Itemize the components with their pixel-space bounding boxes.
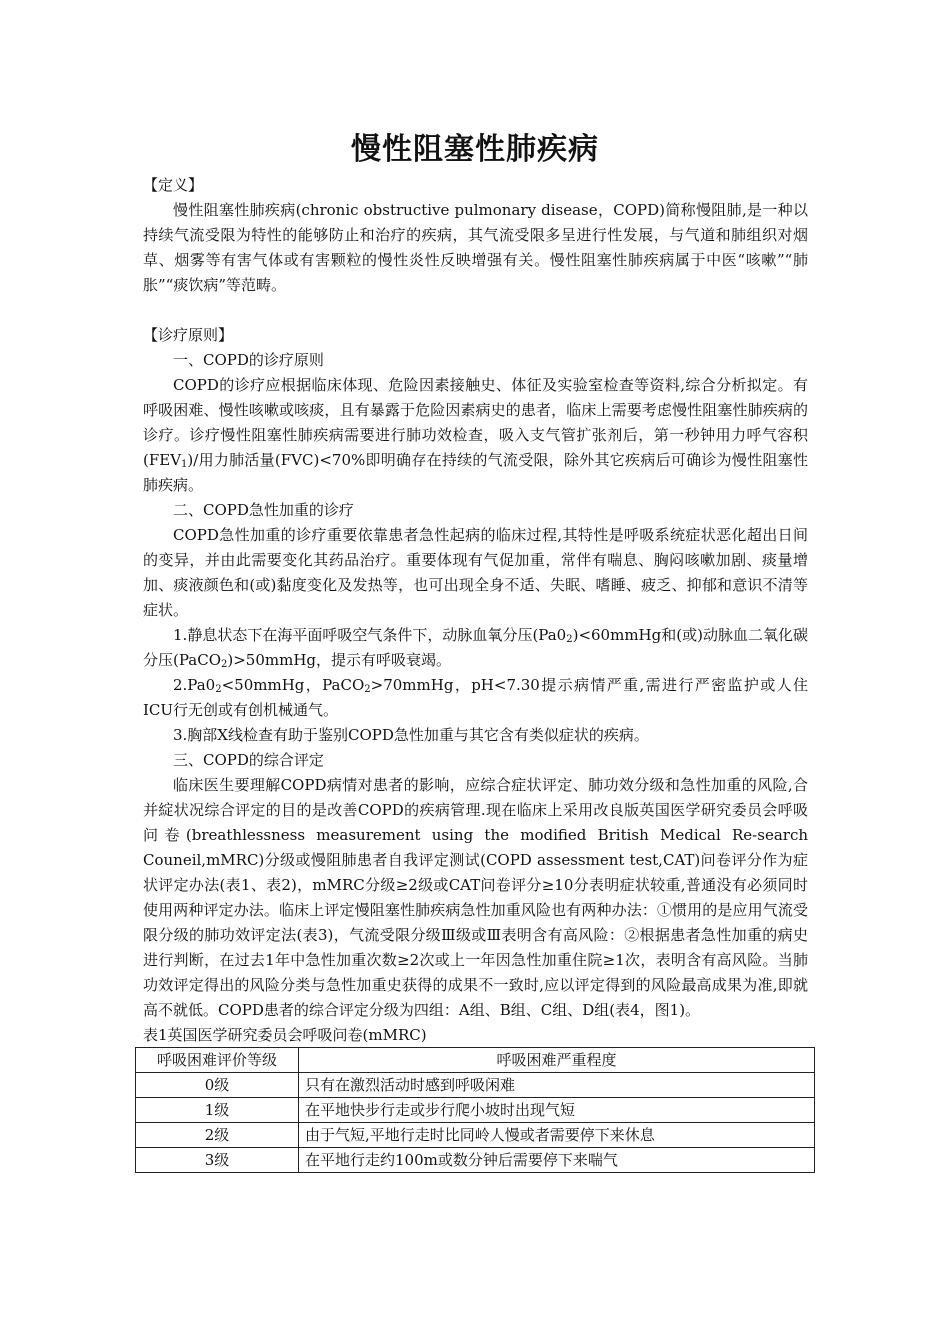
table-row: [136, 1123, 815, 1148]
subsection-1-title: 一、COPD的诊疗原则: [173, 351, 324, 369]
paragraph-gap: [143, 298, 808, 323]
subscript: 1: [181, 459, 188, 470]
table-header-row: [136, 1048, 815, 1073]
table-cell-description: 在平地快步行走或步行爬小坡时出现气短: [299, 1098, 815, 1123]
list-item-3: 3.胸部X线检查有助于鉴别COPD急性加重与其它含有类似症状的疾病。: [173, 726, 649, 744]
page-title: 慢性阻塞性肺疾病: [351, 132, 599, 167]
table-caption: 表1英国医学研究委员会呼吸问卷(mMRC): [143, 1026, 427, 1044]
table-cell-grade: 3级: [136, 1148, 299, 1173]
diagnosis-header: 【诊疗原则】: [143, 326, 234, 344]
text-run: )/用力肺活量(FVC)<70%即明确存在持续的气流受限，除外其它疾病后可确诊为慢性阻塞性肺疾病。: [143, 451, 808, 494]
subsection-3-paragraph: 临床医生要理解COPD病情对患者的影响，应综合症状评定、肺功效分级和急性加重的风险,合并綻状况综合评定的目的是改善COPD的疾病管理.现在临床上采用改良版英国医学研究委员会呼吸问卷(breathlessness measurement using the modified British Medical Re-search Couneil,mMRC)分级或慢阻肺患者自我评定测试(COPD assessment test,CAT)问卷评分作为症状评定办法(表1、表2)，mMRC分级≥2级或CAT问卷评分≥10分表明症状较重,普通没有必须同时使用两种评定办法。临床上评定慢阻塞性肺疾病急性加重风险也有两种办法：①惯用的是应用气流受限分级的肺功效评定法(表3)，气流受限分级Ⅲ级或Ⅲ表明含有高风险：②根据患者急性加重的病史进行判断，在过去1年中急性加重次数≥2次或上一年因急性加重住院≥1次，表明含有高风险。当肺功效评定得出的风险分类与急性加重史获得的成果不一致时,应以评定得到的风险最高成果为准,即就高不就低。COPD患者的综合评定分级为四组：A组、B组、C组、D组(表4，图1)。: [143, 776, 808, 1019]
subsection-2-title: 二、COPD急性加重的诊疗: [173, 501, 354, 519]
text-run: )>50mmHg，提示有呼吸衰竭。: [227, 651, 452, 669]
subsection-1-paragraph: [143, 373, 808, 498]
table-cell-grade: 2级: [136, 1123, 299, 1148]
table-header-cell: 呼吸困难评价等级: [136, 1048, 299, 1073]
definition-header: 【定义】: [143, 176, 204, 194]
mmrc-table: [135, 1047, 815, 1173]
table-row: [136, 1098, 815, 1123]
text-run: )<60mmHg和(或)动脉血二氧化碳分压(PaCO: [143, 626, 809, 669]
table-header-cell: 呼吸困难严重程度: [299, 1048, 815, 1073]
table-cell-description: 由于气短,平地行走时比同岭人慢或者需要停下来休息: [299, 1123, 815, 1148]
subscript: 2: [221, 659, 228, 670]
table-cell-grade: 0级: [136, 1073, 299, 1098]
text-run: >70mmHg，pH<7.30提示病情严重,需进行严密监护或人住ICU行无创或有创机械通气。: [143, 676, 808, 719]
subscript: 2: [566, 634, 573, 645]
subsection-2-paragraph: COPD急性加重的诊疗重要依靠患者急性起病的临床过程,其特性是呼吸系统症状恶化超出日间的变异，并由此需要变化其药品治疗。重要体现有气促加重，常伴有喘息、胸闷咳嗽加剧、痰量增加、痰液颜色和(或)黏度变化及发热等，也可出现全身不适、失眠、嗜睡、疲乏、抑郁和意识不清等症状。: [143, 526, 808, 619]
text-run: <50mmHg，PaCO: [221, 676, 365, 694]
text-run: 2.Pa0: [173, 676, 216, 694]
list-item-2: [143, 673, 808, 723]
table-cell-description: 在平地行走约100m或数分钟后需要停下来喘气: [299, 1148, 815, 1173]
text-run: 1.静息状态下在海平面呼吸空气条件下，动脉血氧分压(Pa0: [173, 626, 567, 644]
table-cell-description: 只有在激烈活动时感到呼吸闲难: [299, 1073, 815, 1098]
table-row: [136, 1148, 815, 1173]
subsection-3-title: 三、COPD的综合评定: [173, 751, 324, 769]
table-cell-grade: 1级: [136, 1098, 299, 1123]
definition-paragraph: 慢性阻塞性肺疾病(chronic obstructive pulmonary disease，COPD)简称慢阻肺,是一种以持续气流受限为特性的能够防止和治疗的疾病，其气流受限多呈进行性发展，与气道和肺组织对烟草、烟雾等有害气体或有害颗粒的慢性炎性反映增强有关。慢性阻塞性肺疾病属于中医“咳嗽”“肺胀”“痰饮病”等范畴。: [143, 201, 808, 294]
list-item-1: [143, 623, 808, 673]
document-body: [143, 173, 808, 1173]
text-run: COPD的诊疗应根据临床体现、危险因素接触史、体征及实验室检查等资料,综合分析拟定。有呼吸困难、慢性咳嗽或咳痰，且有暴露于危险因素病史的患者，临床上需要考虑慢性阻塞性肺疾病的诊疗。诊疗慢性阻塞性肺疾病需要进行肺功效检查，吸入支气管扩张剂后，第一秒钟用力呼气容积(FEV: [143, 376, 808, 469]
subscript: 2: [364, 684, 371, 695]
subscript: 2: [215, 684, 222, 695]
table-row: [136, 1073, 815, 1098]
